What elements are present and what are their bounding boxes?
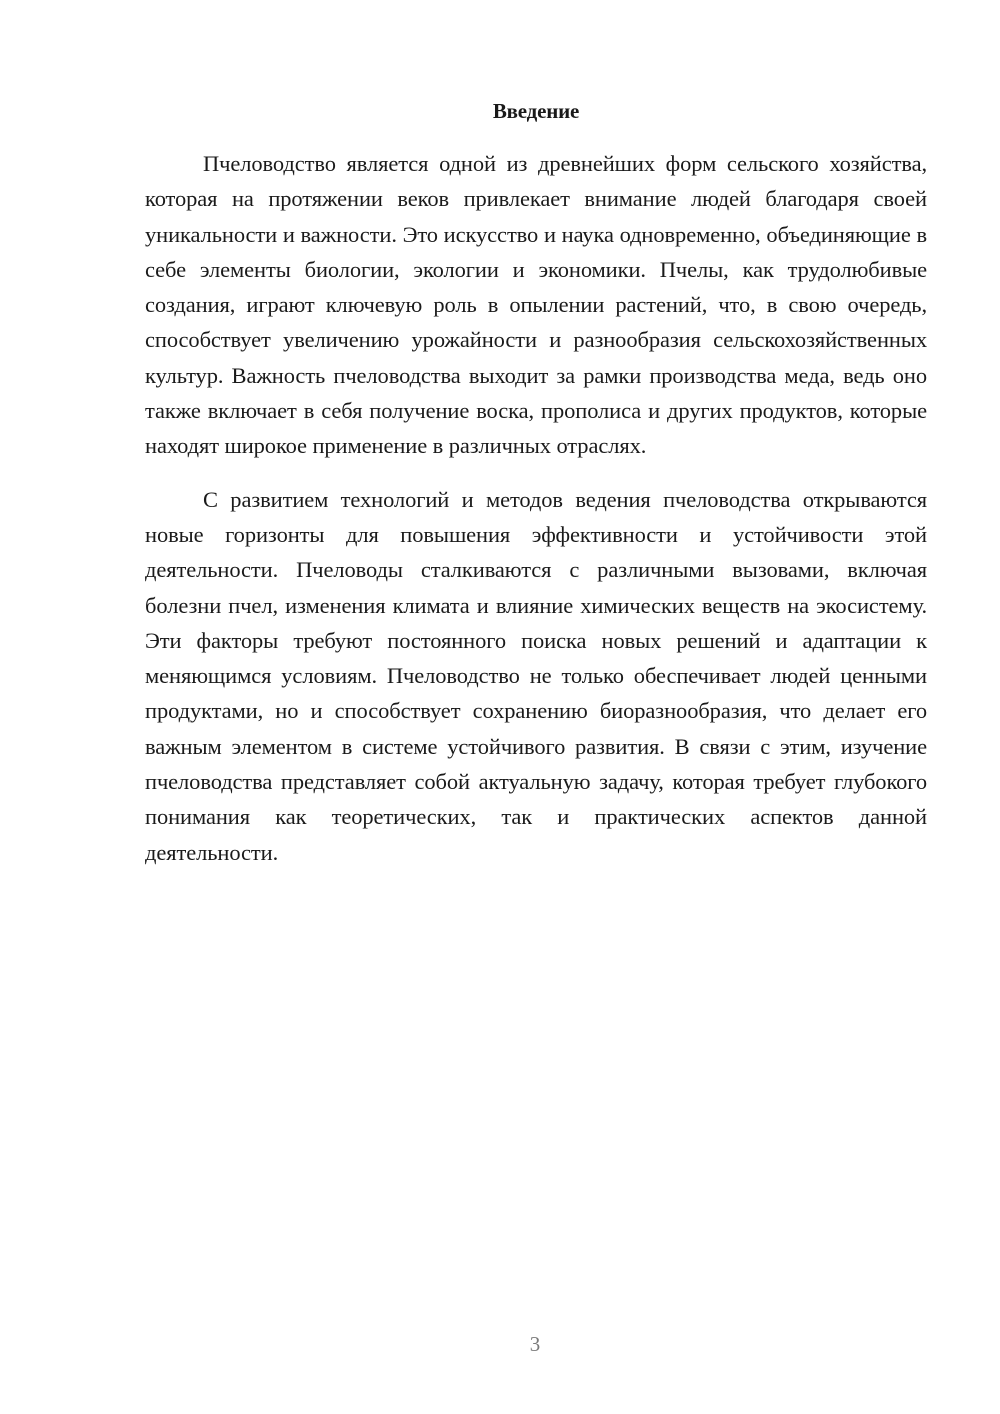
section-heading: Введение bbox=[492, 99, 580, 123]
page-number: 3 bbox=[529, 1332, 541, 1356]
paragraph-1: Пчеловодство является одной из древнейших форм сельского хозяйства, которая на протяжении веков привлекает внимание людей благодаря своей уникальности и важности. Это искусство и наука одновременно, объединяющие в себе элементы биологии, экологии и экономики. Пчелы, как трудолюбивые создания, играют ключевую роль в опылении растений, что, в свою очередь, способствует увеличению урожайности и разнообразия сельскохозяйственных культур. Важность пчеловодства выходит за рамки производства меда, ведь оно также включает в себя получение воска, прополиса и других продуктов, которые находят широкое применение в различных отраслях. bbox=[145, 151, 927, 459]
paragraph-2: С развитием технологий и методов ведения пчеловодства открываются новые горизонты для повышения эффективности и устойчивости этой деятельности. Пчеловоды сталкиваются с различными вызовами, включая болезни пчел, изменения климата и влияние химических веществ на экосистему. Эти факторы требуют постоянного поиска новых решений и адаптации к меняющимся условиям. Пчеловодство не только обеспечивает людей ценными продуктами, но и способствует сохранению биоразнообразия, что делает его важным элементом в системе устойчивого развития. В связи с этим, изучение пчеловодства представляет собой актуальную задачу, которая требует глубокого понимания как теоретических, так и практических аспектов данной деятельности. bbox=[145, 486, 927, 865]
document-page bbox=[145, 96, 927, 870]
